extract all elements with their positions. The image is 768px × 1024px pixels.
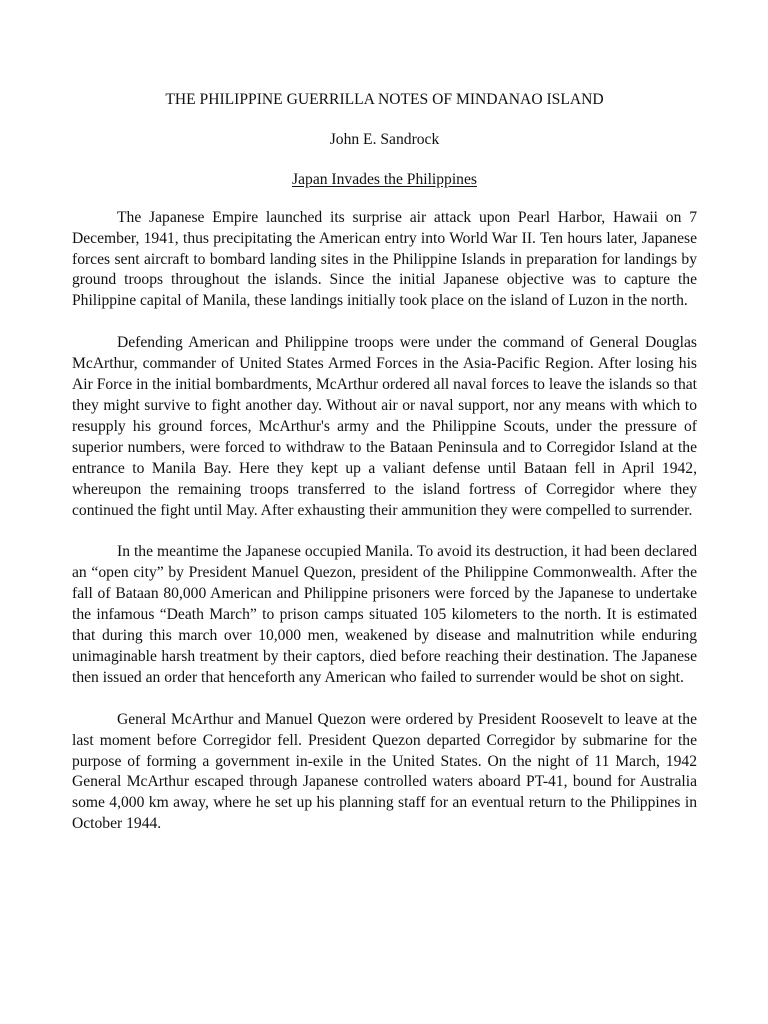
document-author: John E. Sandrock (329, 130, 440, 148)
section-heading: Japan Invades the Philippines (292, 170, 477, 188)
paragraph-2: Defending American and Philippine troops were under the command of General Douglas McArthur, commander of United States Armed Forces in the Asia-Pacific Region. After losing his Air Force in the initial bombardments, McArthur ordered all naval forces to leave the islands so that they might survive to fight another day. Without air or naval support, nor any means with which to resupply his ground forces, McArthur's army and the Philippine Scouts, under the pressure of superior numbers, were forced to withdraw to the Bataan Peninsula and to Corregidor Island at the entrance to Manila Bay. Here they kept up a valiant defense until Bataan fell in April 1942, whereupon the remaining troops transferred to the island fortress of Corregidor where they continued the fight until May. After exhausting their ammunition they were compelled to surrender. (72, 334, 697, 519)
paragraph-3: In the meantime the Japanese occupied Manila. To avoid its destruction, it had been declared an “open city” by President Manuel Quezon, president of the Philippine Commonwealth. After the fall of Bataan 80,000 American and Philippine prisoners were forced by the Japanese to undertake the infamous “Death March” to prison camps situated 105 kilometers to the north. It is estimated that during this march over 10,000 men, weakened by disease and malnutrition while enduring unimaginable harsh treatment by their captors, died before reaching their destination. The Japanese then issued an order that henceforth any American who failed to surrender would be shot on sight. (72, 543, 697, 686)
document-page (72, 90, 697, 856)
document-title: THE PHILIPPINE GUERRILLA NOTES OF MINDANAO ISLAND (165, 91, 604, 108)
paragraph-4: General McArthur and Manuel Quezon were ordered by President Roosevelt to leave at the last moment before Corregidor fell. President Quezon departed Corregidor by submarine for the purpose of forming a government in-exile in the United States. On the night of 11 March, 1942 General McArthur escaped through Japanese controlled waters aboard PT-41, bound for Australia some 4,000 km away, where he set up his planning staff for an eventual return to the Philippines in October 1944. (72, 710, 697, 833)
paragraph-1: The Japanese Empire launched its surprise air attack upon Pearl Harbor, Hawaii on 7 December, 1941, thus precipitating the American entry into World War II. Ten hours later, Japanese forces sent aircraft to bombard landing sites in the Philippine Islands in preparation for landings by ground troops throughout the islands. Since the initial Japanese objective was to capture the Philippine capital of Manila, these landings initially took place on the island of Luzon in the north. (72, 208, 697, 310)
